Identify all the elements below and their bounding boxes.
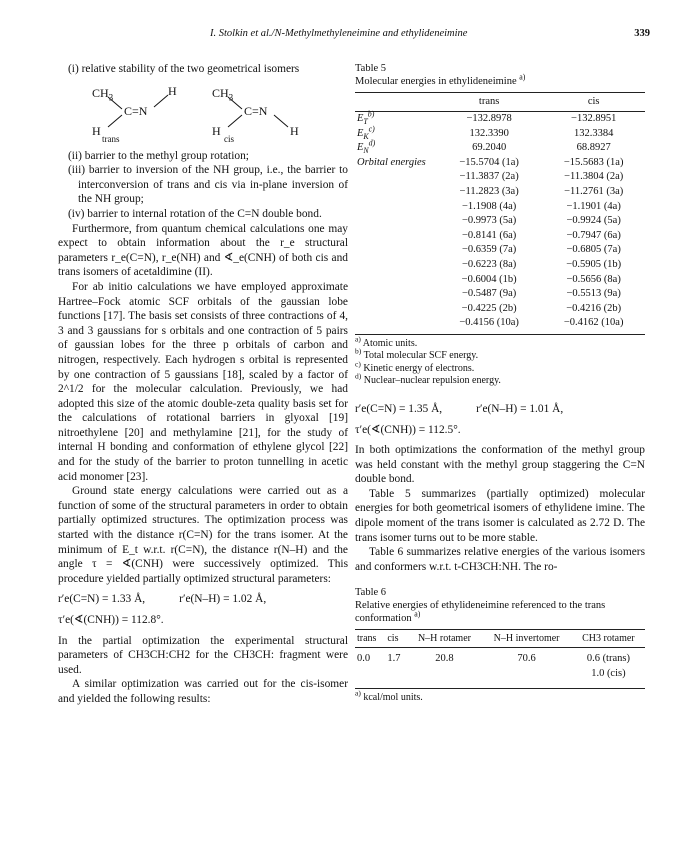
table-row xyxy=(355,302,645,317)
row-label xyxy=(355,229,436,244)
table-cell-cis: −132.8951 xyxy=(571,113,617,124)
table-cell-cis: −0.5513 (9a) xyxy=(566,288,621,300)
table-cell: 20.8 xyxy=(408,648,482,688)
table5-body xyxy=(355,109,645,335)
table6-title: Relative energies of ethylideneimine referenced to the trans conformation $^{a)}$ xyxy=(355,600,606,625)
running-header xyxy=(60,28,650,42)
footnote: $^{d)}$ Nuclear–nuclear repulsion energy. xyxy=(355,372,501,387)
table-cell-cis: −0.9924 (5a) xyxy=(566,215,621,227)
row-label xyxy=(355,185,436,200)
footnote: $^{a)}$ Atomic units. xyxy=(355,334,418,349)
page-number: 339 xyxy=(634,28,650,39)
equation xyxy=(58,613,348,628)
paragraph: Table 5 summarizes (partially optimized) molecular energies for both geometrical isomers of ethylidene imine. The dipole moment of the trans isomer is calculated as 2.72 D. The trans isomer turns out to be more stable. xyxy=(355,487,645,544)
trans-label: trans xyxy=(102,133,120,144)
left-column xyxy=(58,62,348,707)
row-label xyxy=(355,287,436,302)
table-row xyxy=(355,170,645,185)
equation-term: r′e(N–H) = 1.02 Å, xyxy=(179,593,267,606)
table-cell-cis: −0.5656 (8a) xyxy=(566,273,621,285)
equation-term: τ′e(∢(CNH)) = 112.5°. xyxy=(355,423,461,436)
isomer-structures xyxy=(58,85,348,145)
row-label: Orbital energies xyxy=(357,156,426,168)
table-row xyxy=(355,141,645,156)
table-cell-trans: −11.3837 (2a) xyxy=(459,171,519,183)
table-cell-trans: −0.9973 (5a) xyxy=(461,215,517,227)
list-item-i: (i) relative stability of the two geometrical isomers xyxy=(68,63,300,75)
table-header-cell: cis xyxy=(385,630,407,648)
row-label xyxy=(355,214,436,229)
table-cell-trans: −11.2823 (3a) xyxy=(459,185,519,197)
table-header-row xyxy=(355,93,645,112)
paragraph: For ab initio calculations we have employed approximate Hartree–Fock atomic SCF orbitals of the gaussian lobe functions [17]. The basis set consists of three contractions of 4, 3 and 3 gaussians for s orbitals and one contraction of 5 pairs of gaussian lobes for the three p orbitals of carbon and nitrogen, respectively. Each hydrogen s orbital is represented by one contraction of 5 gaussians [18], scaled by a factor of 2^1/2 for the molecular calculation. Previously, we had adopted this size of the atomic double-zeta quality basis set for the calculations of rotational barriers in glyoxal [19] nitroethylene [20] and methylamine [21], for the study of internal H bonding and conformation of ethylene glycol [22] and for the study of the barrier to proton tunnelling in acetic acid monomer [23]. xyxy=(58,280,348,483)
cis-ch3-label: $CH_3$ xyxy=(212,85,234,102)
table-cell-trans: −0.6004 (1b) xyxy=(461,273,517,285)
row-label xyxy=(355,273,436,288)
table-header-cell: N–H rotamer xyxy=(408,630,482,648)
right-column xyxy=(355,62,645,704)
paragraph: Furthermore, from quantum chemical calculations one may expect to obtain information about the r_e structural parameters r_e(C=N), r_e(NH) and ∢_e(CNH) of both cis and trans isomers of acetaldimine (II). xyxy=(58,222,348,279)
table-cell-trans: 69.2040 xyxy=(472,142,507,154)
table-cell-trans: −1.1908 (4a) xyxy=(461,200,517,212)
table-cell-trans: −132.8978 xyxy=(466,113,512,124)
row-label: $E_N^{d)}$ xyxy=(357,138,376,156)
table-cell-trans: 132.3390 xyxy=(469,127,509,139)
table-header-cell: CH3 rotamer xyxy=(572,630,645,648)
table6 xyxy=(355,629,645,688)
trans-h-bottom: H xyxy=(92,123,101,138)
list-item-ii: (ii) barrier to the methyl group rotation; xyxy=(68,149,249,162)
table5-title: Molecular energies in ethylideneimine $^{a)}$ xyxy=(355,72,526,87)
equation-term: r′e(C=N) = 1.33 Å, xyxy=(58,593,146,606)
cis-label: cis xyxy=(224,133,234,144)
paragraph: In the partial optimization the experimental structural parameters of CH3CH:CH2 for the CH3CH: fragment were used. xyxy=(58,634,348,676)
table-cell-trans: −0.6359 (7a) xyxy=(461,244,517,256)
table6-caption xyxy=(355,586,645,625)
row-label xyxy=(355,316,436,334)
equation-term: r′e(N–H) = 1.01 Å, xyxy=(476,402,564,415)
table6-label: Table 6 xyxy=(355,587,387,599)
row-label: $E_T^{b)}$ xyxy=(357,109,375,127)
footnote: $^{c)}$ Kinetic energy of electrons. xyxy=(355,359,475,374)
paragraph: In both optimizations the conformation of the methyl group was held constant with the methyl group staggering the C=N double bond. xyxy=(355,444,645,486)
equation xyxy=(355,402,645,417)
trans-cn-label: C=N xyxy=(124,103,148,118)
table-cell-cis: −0.4216 (2b) xyxy=(566,302,622,314)
table-cell-cis: −0.5905 (1b) xyxy=(566,258,622,270)
table-header-cell: N–H invertomer xyxy=(481,630,571,648)
table-cell-cis: −11.3804 (2a) xyxy=(564,171,624,183)
table-cell-cis: −0.7947 (6a) xyxy=(566,229,621,241)
list-item-iii: (iii) barrier to inversion of the NH group, i.e., the barrier to interconversion of trans and cis via in-plane inversion of the NH group; xyxy=(68,164,348,206)
table-row xyxy=(355,229,645,244)
table-cell-cis: 132.3384 xyxy=(574,127,614,139)
table5-label: Table 5 xyxy=(355,63,387,74)
table-cell-extra: 1.0 (cis) xyxy=(591,668,626,680)
table-cell-cis: −0.6805 (7a) xyxy=(566,244,621,256)
equation xyxy=(58,592,348,607)
cis-isomer-structure xyxy=(208,85,308,145)
trans-isomer-structure xyxy=(88,85,188,145)
table-row xyxy=(355,648,645,688)
table-row xyxy=(355,243,645,258)
table-row xyxy=(355,185,645,200)
trans-ch3-label: $CH_3$ xyxy=(92,85,114,102)
table-header-row xyxy=(355,630,645,648)
table-cell-trans: −0.5487 (9a) xyxy=(461,288,517,300)
table-header-cell: cis xyxy=(542,93,645,112)
row-label xyxy=(355,258,436,273)
table-row xyxy=(355,214,645,229)
list-item-iv: (iv) barrier to internal rotation of the C=N double bond. xyxy=(68,207,322,220)
table-row xyxy=(355,112,645,127)
table-cell-trans: −0.4156 (10a) xyxy=(436,316,542,334)
table-row xyxy=(355,200,645,215)
table-cell-trans: −15.5704 (1a) xyxy=(459,156,519,168)
equation-term: τ′e(∢(CNH)) = 112.8°. xyxy=(58,614,164,626)
table5-footnotes xyxy=(355,334,645,388)
table-cell-cis: −15.5683 (1a) xyxy=(563,156,624,168)
table-cell-cis: 68.8927 xyxy=(576,142,611,154)
table-row xyxy=(355,287,645,302)
table-cell-cis: −11.2761 (3a) xyxy=(564,185,624,197)
table-row xyxy=(355,156,645,171)
table5-caption xyxy=(355,62,645,88)
table-cell-cis: −1.1901 (4a) xyxy=(566,200,621,212)
paragraph: A similar optimization was carried out for the cis-isomer and yielded the following results: xyxy=(58,678,348,705)
table-cell: 0.0 xyxy=(355,648,385,688)
footnote: $^{b)}$ Total molecular SCF energy. xyxy=(355,347,479,362)
table-row xyxy=(355,316,645,334)
cis-cn-label: C=N xyxy=(244,103,268,118)
table6-footnote: $^{a)}$ kcal/mol units. xyxy=(355,688,423,703)
table-cell-cis: −0.4162 (10a) xyxy=(542,316,645,334)
running-title: I. Stolkin et al./N-Methylmethyleneimine and ethylideneimine xyxy=(210,28,468,39)
table-row xyxy=(355,273,645,288)
table5 xyxy=(355,92,645,335)
paragraph: Table 6 summarizes relative energies of the various isomers and conformers w.r.t. t-CH3CH:NH. The ro- xyxy=(355,546,645,573)
table-cell-trans: −0.6223 (8a) xyxy=(461,258,517,270)
table-row xyxy=(355,258,645,273)
table-cell: 0.6 (trans) 1.0 (cis) xyxy=(572,648,645,688)
table-cell: 70.6 xyxy=(481,648,571,688)
table-cell-trans: −0.8141 (6a) xyxy=(461,229,517,241)
row-label: $E_K^{c)}$ xyxy=(357,124,375,141)
trans-h-top: H xyxy=(168,83,177,98)
row-label xyxy=(355,243,436,258)
table-header-cell: trans xyxy=(355,630,385,648)
paragraph: Ground state energy calculations were carried out as a function of some of the structural parameters in order to obtain partially optimized structures. The optimization process was started with the distance r(C=N) for the trans isomer. At the minimum of E_t w.r.t. r(C=N), the distance r(N–H) and the angle τ = ∢(CNH) were successively optimized. This procedure yielded partially optimized structural parameters: xyxy=(58,485,348,585)
cis-h-right: H xyxy=(290,123,299,138)
row-label xyxy=(355,302,436,317)
table-header-cell: trans xyxy=(436,93,542,112)
table-cell-trans: −0.4225 (2b) xyxy=(461,302,517,314)
table-row xyxy=(355,127,645,142)
table-cell: 1.7 xyxy=(385,648,407,688)
equation-term: r′e(C=N) = 1.35 Å, xyxy=(355,402,443,415)
cis-h-bottom: H xyxy=(212,123,221,138)
equation xyxy=(355,423,645,438)
row-label xyxy=(355,200,436,215)
row-label xyxy=(355,170,436,185)
